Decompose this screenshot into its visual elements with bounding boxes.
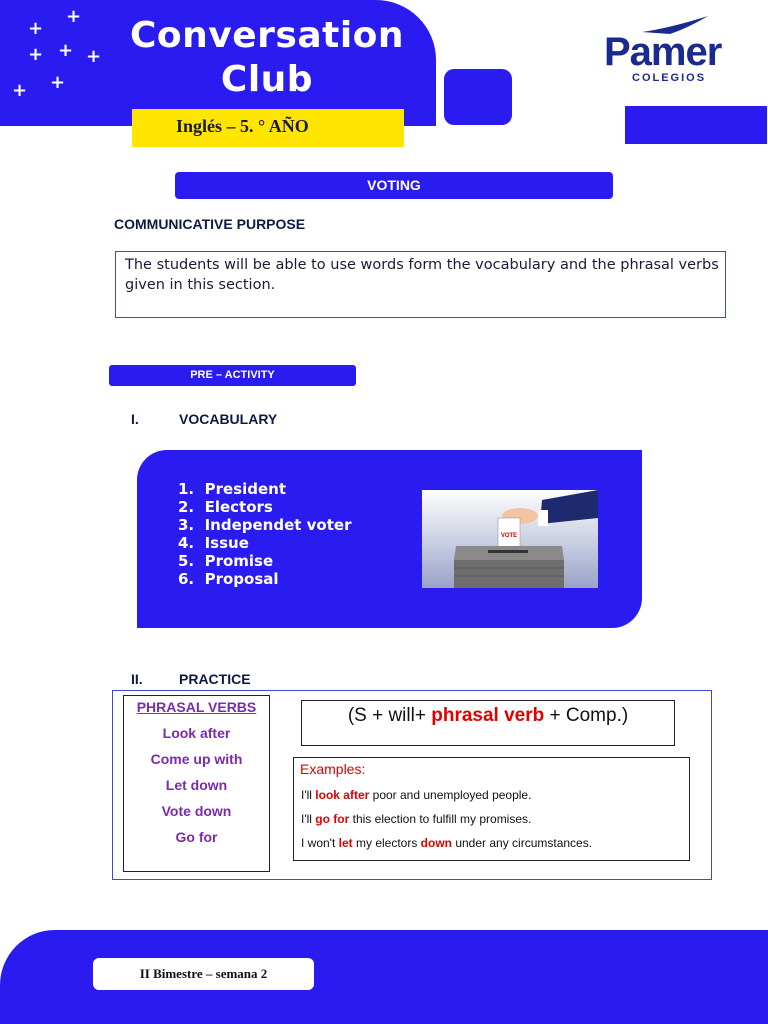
pre-activity-bar: PRE – ACTIVITY [109, 365, 356, 386]
logo: Pamer [604, 30, 722, 74]
list-item: Come up with [150, 751, 243, 767]
list-item: 6. Proposal [178, 570, 279, 588]
logo-tagline: COLEGIOS [632, 72, 707, 84]
examples-title: Examples: [300, 761, 366, 777]
formula: (S + will+ phrasal verb + Comp.) [347, 705, 629, 726]
subtitle: Inglés – 5. ° AÑO [176, 116, 309, 136]
plus-icon: + [12, 80, 28, 101]
footer-text: II Bimestre – semana 2 [139, 966, 268, 981]
plus-icon: + [50, 72, 66, 93]
example-sentence: I won't let my electors down under any circumstances. [301, 836, 593, 850]
plus-icon: + [66, 6, 82, 27]
list-item: Vote down [161, 803, 232, 819]
plus-icon: + [58, 40, 74, 61]
list-item: 2. Electors [178, 498, 273, 516]
example-sentence: I'll go for this election to fulfill my promises. [301, 812, 532, 826]
section-title: VOTING [175, 172, 613, 199]
phrasal-verbs-header: PHRASAL VERBS [136, 699, 257, 715]
plus-icon: + [28, 18, 44, 39]
list-item: 3. Independet voter [178, 516, 352, 534]
list-item: 5. Promise [178, 552, 274, 570]
ballot-box-image [422, 490, 598, 588]
decorative-square [444, 69, 512, 125]
ballot-label: VOTE [500, 533, 518, 539]
vocabulary-title: VOCABULARY [179, 411, 278, 427]
list-item: Let down [165, 777, 228, 793]
vocabulary-numeral: I. [131, 411, 139, 427]
plus-icon: + [86, 46, 102, 67]
list-item: 4. Issue [178, 534, 249, 552]
list-item: 1. President [178, 480, 286, 498]
list-item: Look after [162, 725, 231, 741]
purpose-text: The students will be able to use words form the vocabulary and the phrasal verbs given in this section. [125, 257, 719, 293]
plus-icon: + [28, 44, 44, 65]
practice-title: PRACTICE [179, 671, 251, 687]
purpose-label: COMMUNICATIVE PURPOSE [114, 216, 306, 232]
page-title: Conversation Club [129, 15, 405, 100]
list-item: Go for [175, 829, 218, 845]
vocabulary-list [178, 480, 351, 588]
decorative-rect [625, 106, 767, 144]
practice-numeral: II. [131, 671, 143, 687]
example-sentence: I'll look after poor and unemployed people. [301, 788, 532, 802]
